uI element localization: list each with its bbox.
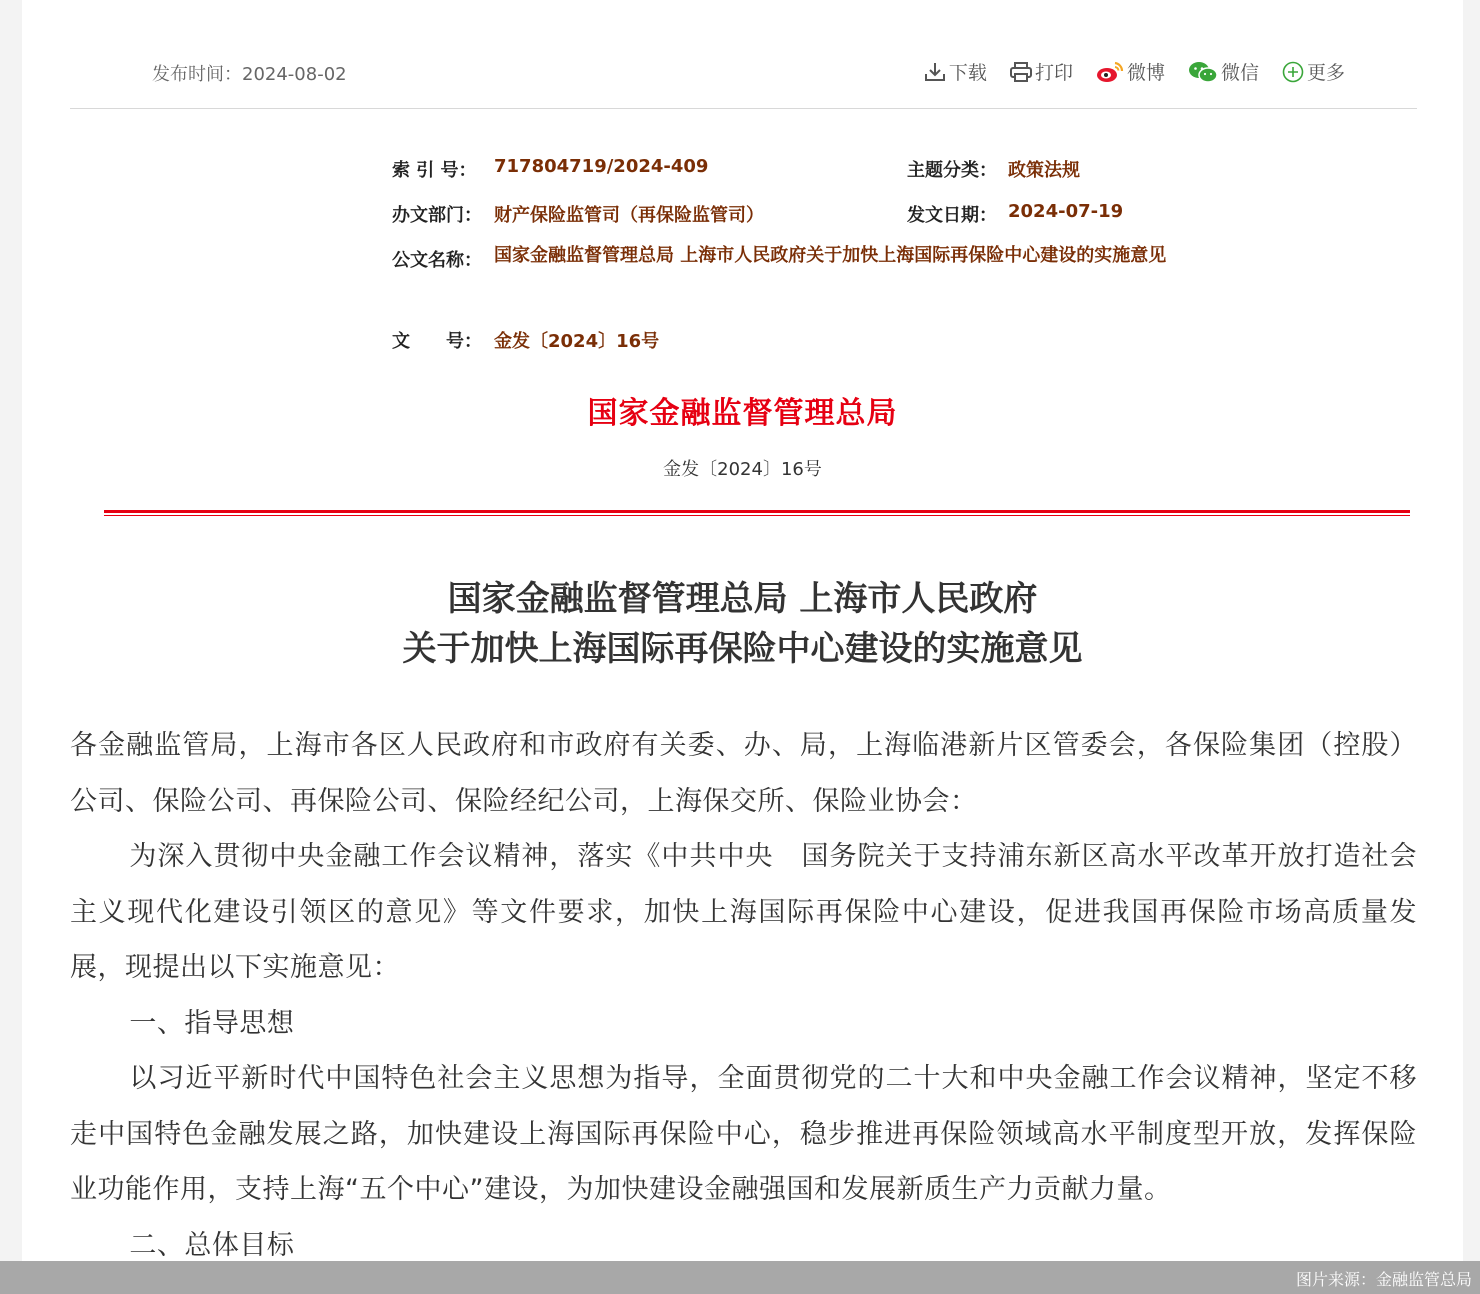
doc-number-value: 金发〔2024〕16号 — [494, 331, 660, 352]
paragraph-guiding-ideology: 以习近平新时代中国特色社会主义思想为指导，全面贯彻党的二十大和中央金融工作会议精神，坚定不移走中国特色金融发展之路，加快建设上海国际再保险中心，稳步推进再保险领域高水平制度型开放，发挥保险业功能作用，支持上海“五个中心”建设，为加快建设金融强国和发展新质生产力贡献力量。 — [70, 1063, 1417, 1205]
document-title — [22, 574, 1463, 674]
plus-circle-icon — [1281, 60, 1305, 84]
publish-label: 发布时间： — [152, 64, 242, 85]
weibo-share-button[interactable] — [1095, 58, 1165, 85]
document-body — [70, 718, 1417, 1273]
share-toolbar — [923, 58, 1345, 85]
meta-row-number — [392, 321, 1212, 366]
print-icon — [1009, 61, 1033, 83]
date-value: 2024-07-19 — [1008, 201, 1124, 222]
meta-row-name — [392, 240, 1212, 321]
date-label: 发文日期： — [907, 205, 997, 226]
index-label: 索 引 号： — [392, 160, 477, 181]
top-bar — [70, 48, 1417, 109]
weibo-label: 微博 — [1126, 62, 1165, 84]
issuer-heading: 国家金融监督管理总局 — [587, 396, 898, 431]
wechat-icon — [1187, 60, 1219, 84]
title-line-2: 关于加快上海国际再保险中心建设的实施意见 — [402, 629, 1083, 669]
download-label: 下载 — [948, 62, 987, 84]
document-number: 金发〔2024〕16号 — [663, 459, 822, 480]
more-label: 更多 — [1306, 62, 1345, 84]
topic-value: 政策法规 — [1008, 160, 1080, 181]
publish-date — [152, 60, 347, 86]
image-source-bar — [0, 1261, 1480, 1294]
paragraph-addressees: 各金融监管局，上海市各区人民政府和市政府有关委、办、局，上海临港新片区管委会，各保险集团（控股）公司、保险公司、再保险公司、保险经纪公司，上海保交所、保险业协会： — [70, 730, 1417, 817]
red-divider — [104, 510, 1410, 513]
index-value: 717804719/2024-409 — [494, 156, 709, 177]
meta-row-dept — [392, 195, 1212, 240]
doc-name-label: 公文名称： — [392, 250, 482, 271]
download-icon — [923, 61, 947, 83]
print-label: 打印 — [1034, 62, 1073, 84]
dept-value: 财产保险监管司（再保险监管司） — [494, 205, 764, 226]
topic-label: 主题分类： — [907, 160, 997, 181]
print-button[interactable] — [1009, 58, 1073, 85]
section-heading-1: 一、指导思想 — [129, 1007, 295, 1039]
image-source-caption: 图片来源：金融监管总局 — [1295, 1270, 1472, 1289]
publish-date-value: 2024-08-02 — [242, 64, 347, 85]
section-heading-2: 二、总体目标 — [129, 1229, 295, 1261]
weibo-icon — [1095, 60, 1125, 84]
meta-row-index — [392, 150, 1212, 195]
doc-number-label: 文 号： — [392, 331, 482, 352]
wechat-share-button[interactable] — [1187, 58, 1259, 85]
more-button[interactable] — [1281, 58, 1345, 85]
title-line-1: 国家金融监督管理总局 上海市人民政府 — [447, 579, 1038, 619]
document-metadata — [392, 150, 1212, 366]
document-page — [22, 0, 1463, 1294]
dept-label: 办文部门： — [392, 205, 482, 226]
paragraph-intro: 为深入贯彻中央金融工作会议精神，落实《中共中央 国务院关于支持浦东新区高水平改革开放打造社会主义现代化建设引领区的意见》等文件要求，加快上海国际再保险中心建设，促进我国再保险市场高质量发展，现提出以下实施意见： — [70, 841, 1417, 983]
doc-name-value: 国家金融监督管理总局 上海市人民政府关于加快上海国际再保险中心建设的实施意见 — [494, 245, 1167, 266]
download-button[interactable] — [923, 58, 987, 85]
red-divider-thin — [104, 515, 1410, 516]
wechat-label: 微信 — [1220, 62, 1259, 84]
